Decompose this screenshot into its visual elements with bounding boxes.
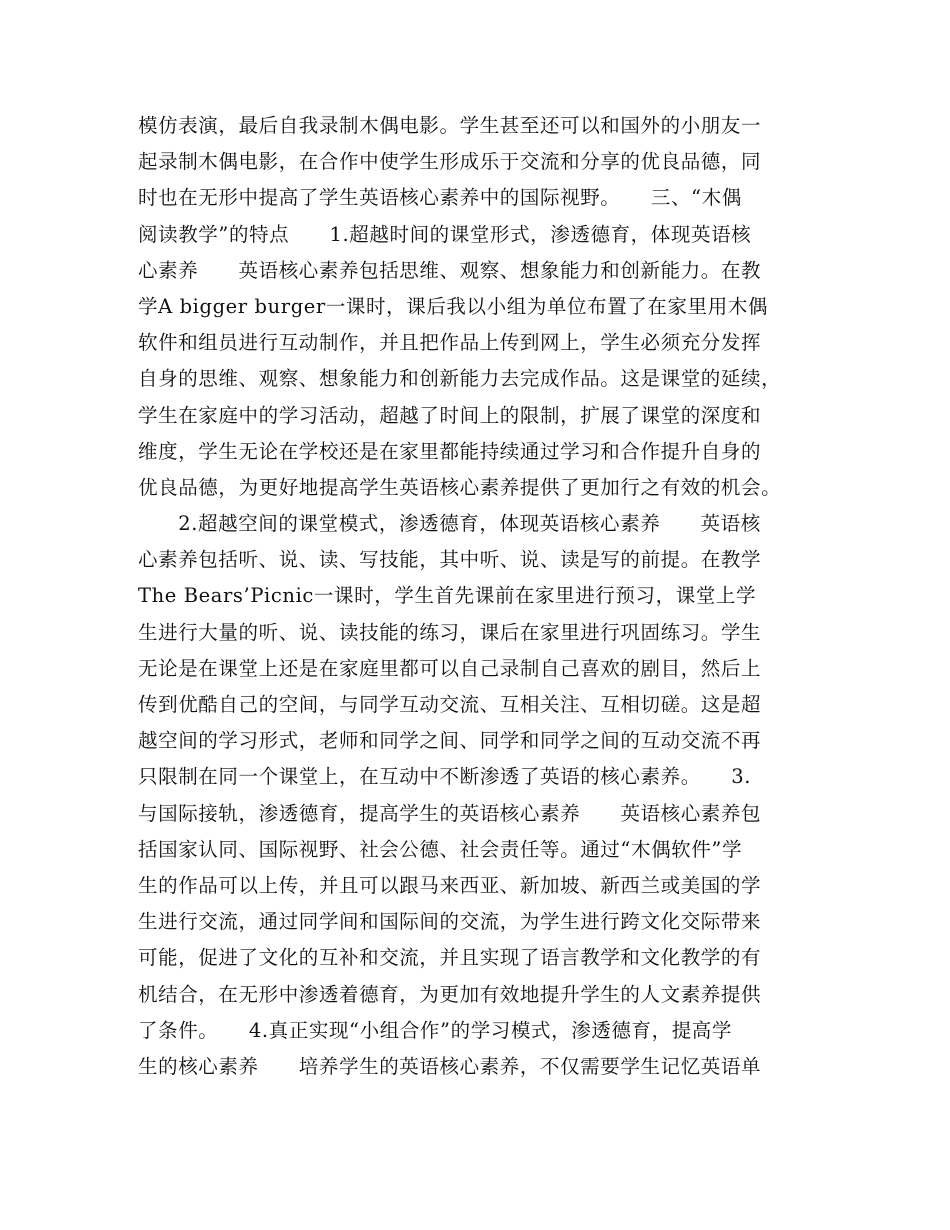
text-line: 时也在无形中提高了学生英语核心素养中的国际视野。 三、“木偶 bbox=[138, 186, 742, 210]
text-line: 括国家认同、国际视野、社会公德、社会责任等。通过“木偶软件”学 bbox=[138, 837, 743, 861]
text-line: 维度，学生无论在学校还是在家里都能持续通过学习和合作提升自身的 bbox=[138, 439, 762, 463]
text-line: 生的核心素养 培养学生的英语核心素养，不仅需要学生记忆英语单 bbox=[138, 1054, 762, 1078]
text-line: 与国际接轨，渗透德育，提高学生的英语核心素养 英语核心素养包 bbox=[138, 801, 762, 825]
text-line: 软件和组员进行互动制作，并且把作品上传到网上，学生必须充分发挥 bbox=[138, 331, 762, 355]
text-line: 阅读教学”的特点 1.超越时间的课堂形式，渗透德育，体现英语核 bbox=[138, 222, 752, 246]
text-line: 心素养 英语核心素养包括思维、观察、想象能力和创新能力。在教 bbox=[138, 258, 762, 282]
text-line: 自身的思维、观察、想象能力和创新能力去完成作品。这是课堂的延续， bbox=[138, 367, 782, 391]
text-line: 2.超越空间的课堂模式，渗透德育，体现英语核心素养 英语核 bbox=[138, 512, 761, 536]
text-line: 机结合，在无形中渗透着德育，为更加有效地提升学生的人文素养提供 bbox=[138, 982, 762, 1006]
text-line: 模仿表演，最后自我录制木偶电影。学生甚至还可以和国外的小朋友一 bbox=[138, 114, 762, 137]
text-line: 可能，促进了文化的互补和交流，并且实现了语言教学和文化教学的有 bbox=[138, 946, 762, 970]
text-line: 生进行交流，通过同学间和国际间的交流，为学生进行跨文化交际带来 bbox=[138, 910, 762, 934]
text-line: 传到优酷自己的空间，与同学互动交流、互相关注、互相切磋。这是超 bbox=[138, 693, 762, 716]
text-line: 起录制木偶电影，在合作中使学生形成乐于交流和分享的优良品德，同 bbox=[138, 150, 762, 174]
body-text bbox=[138, 108, 818, 1085]
text-line: 学A bigger burger一课时，课后我以小组为单位布置了在家里用木偶 bbox=[138, 294, 769, 318]
text-line: 心素养包括听、说、读、写技能，其中听、说、读是写的前提。在教学 bbox=[138, 548, 762, 572]
text-line: 无论是在课堂上还是在家庭里都可以自己录制自己喜欢的剧目，然后上 bbox=[138, 656, 762, 680]
text-line: 生的作品可以上传，并且可以跟马来西亚、新加坡、新西兰或美国的学 bbox=[138, 873, 762, 897]
text-line: 优良品德，为更好地提高学生英语核心素养提供了更加行之有效的机会。 bbox=[138, 475, 782, 499]
text-line: 只限制在同一个课堂上，在互动中不断渗透了英语的核心素养。 3. bbox=[138, 765, 752, 789]
text-line: The Bears’Picnic一课时，学生首先课前在家里进行预习，课堂上学 bbox=[138, 584, 757, 608]
text-line: 生进行大量的听、说、读技能的练习，课后在家里进行巩固练习。学生 bbox=[138, 620, 762, 644]
text-line: 学生在家庭中的学习活动，超越了时间上的限制，扩展了课堂的深度和 bbox=[138, 403, 762, 427]
text-line: 越空间的学习形式，老师和同学之间、同学和同学之间的互动交流不再 bbox=[138, 729, 762, 753]
text-line: 了条件。 4.真正实现“小组合作”的学习模式，渗透德育，提高学 bbox=[138, 1018, 732, 1042]
